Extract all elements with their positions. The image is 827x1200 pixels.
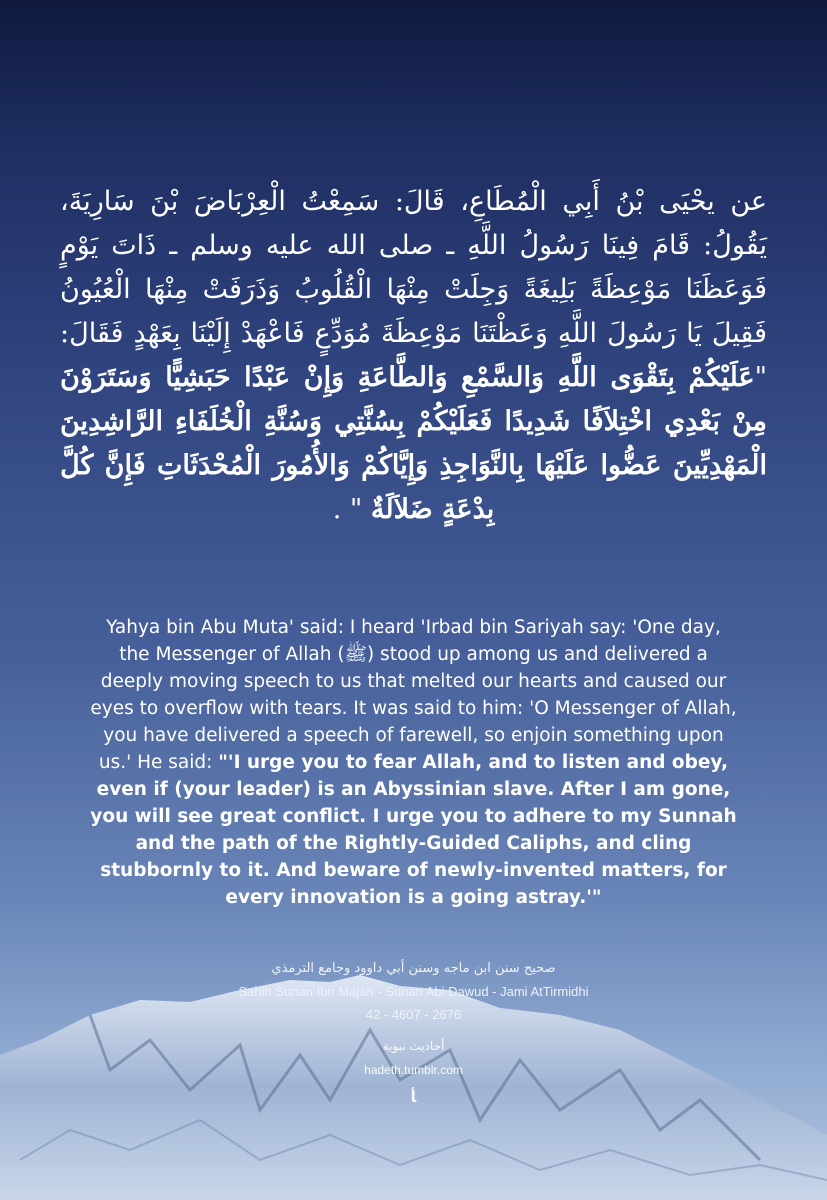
hadith-arabic-intro: عن يحْيَى بْنُ أَبِي الْمُطَاعِ، قَالَ: سَمِعْتُ الْعِرْبَاضَ بْنَ سَارِيَةَ، يَقُولُ: قَامَ فِينَا رَسُولُ اللَّهِ ـ صلى الله عليه وسلم ـ ذَاتَ يَوْمٍ فَوَعَظَنَا مَوْعِظَةً بَلِيغَةً وَجِلَتْ مِنْهَا الْقُلُوبُ وَذَرَفَتْ مِنْهَا الْعُيُونُ فَقِيلَ يَا رَسُولَ اللَّهِ وَعَظْتَنَا مَوْعِظَةَ مُوَدِّعٍ فَاعْهَدْ إِلَيْنَا بِعَهْدٍ فَقَالَ: " [60, 186, 767, 393]
watermark-logo: ﺄ [410, 1088, 417, 1106]
watermark-title: أحاديث نبوية [382, 1039, 445, 1053]
reference-arabic: صحيح سنن ابن ماجه وسنن أبي داوود وجامع الترمذي [271, 961, 556, 976]
hadith-english-intro: Yahya bin Abu Muta' said: I heard 'Irbad bin Sariyah say: 'One day, the Messenger of Allah (ﷺ) stood up among us and delivered a deeply moving speech to us that melted our hearts and caused our eyes to overflow with tears. It was said to him: 'O Messenger of Allah, you have delivered a speech of farewell, so enjoin something upon us.' He said: [90, 617, 737, 773]
reference-numbers: 42 - 4607 - 2676 [365, 1007, 462, 1022]
hadith-arabic-closing: " . [332, 494, 371, 525]
hadith-arabic-saying: عَلَيْكُمْ بِتَقْوَى اللَّهِ وَالسَّمْعِ وَالطَّاعَةِ وَإِنْ عَبْدًا حَبَشِيًّا وَسَتَرَوْنَ مِنْ بَعْدِي اخْتِلاَفًا شَدِيدًا فَعَلَيْكُمْ بِسُنَّتِي وَسُنَّةِ الْخُلَفَاءِ الرَّاشِدِينَ الْمَهْدِيِّينَ عَضُّوا عَلَيْهَا بِالنَّوَاجِذِ وَإِيَّاكُمْ وَالأُمُورَ الْمُحْدَثَاتِ فَإِنَّ كُلَّ بِدْعَةٍ ضَلاَلَةٌ [60, 362, 767, 525]
hadith-english-translation [90, 614, 737, 911]
hadith-english-saying: "'I urge you to fear Allah, and to listen and obey, even if (your leader) is an Abyssinian slave. After I am gone, you will see great conflict. I urge you to adhere to my Sunnah and the path of the Rightly-Guided Caliphs, and cling stubbornly to it. And beware of newly-invented matters, for every innovation is a going astray.'" [90, 752, 737, 908]
hadith-arabic-text [60, 180, 767, 532]
watermark-url: hadeth.tumblr.com [364, 1063, 463, 1077]
reference-english: Sahih Sunan Ibn Majah - Sunan Abi Dawud - Jami AtTirmidhi [238, 984, 589, 999]
